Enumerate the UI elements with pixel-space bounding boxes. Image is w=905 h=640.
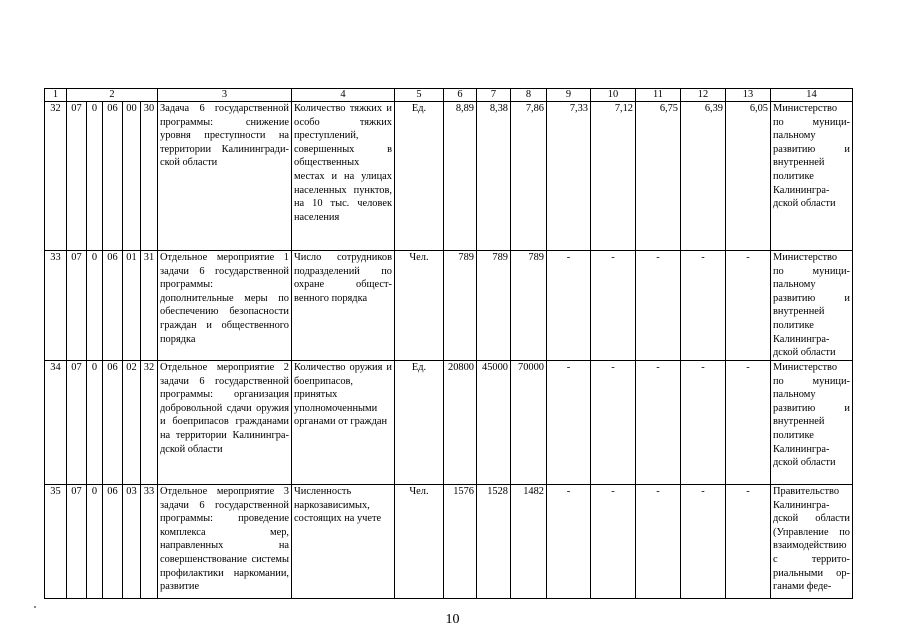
code-cell: 06 <box>103 485 123 599</box>
indicator-name: Численность наркозависимых, состоящих на учете <box>292 485 395 599</box>
header-cell: 14 <box>771 89 853 102</box>
value-cell: 7,33 <box>547 102 591 251</box>
value-cell: - <box>591 485 636 599</box>
value-cell: - <box>681 361 726 485</box>
responsible-cell: Правительство Калининградской области (Управление по взаимодействию с территориальными органами феде- <box>771 485 853 599</box>
value-cell: - <box>591 361 636 485</box>
code-cell: 0 <box>87 361 103 485</box>
value-cell: 1576 <box>444 485 477 599</box>
header-cell: 4 <box>292 89 395 102</box>
code-cell: 07 <box>67 485 87 599</box>
header-cell: 3 <box>158 89 292 102</box>
value-cell: - <box>726 361 771 485</box>
header-cell: 1 <box>45 89 67 102</box>
responsible-cell: Министерство по муниципальному развитию и внутренней политике Калининградской области <box>771 102 853 251</box>
unit-cell: Ед. <box>395 102 444 251</box>
value-cell: 8,38 <box>477 102 511 251</box>
header-cell: 7 <box>477 89 511 102</box>
row-number: 34 <box>45 361 67 485</box>
value-cell: 1482 <box>511 485 547 599</box>
value-cell: - <box>591 251 636 361</box>
header-cell: 9 <box>547 89 591 102</box>
header-cell: 11 <box>636 89 681 102</box>
code-cell: 32 <box>141 361 158 485</box>
code-cell: 00 <box>123 102 141 251</box>
value-cell: - <box>636 251 681 361</box>
code-cell: 30 <box>141 102 158 251</box>
value-cell: - <box>681 485 726 599</box>
value-cell: 789 <box>511 251 547 361</box>
header-cell: 2 <box>67 89 158 102</box>
indicator-name: Количество тяжких и особо тяжких преступлений, совершенных в общественных местах и на улицах населенных пунктов, на 10 тыс. человек населения <box>292 102 395 251</box>
scan-speck <box>34 606 36 608</box>
row-number: 35 <box>45 485 67 599</box>
code-cell: 0 <box>87 485 103 599</box>
value-cell: 70000 <box>511 361 547 485</box>
header-cell: 6 <box>444 89 477 102</box>
code-cell: 31 <box>141 251 158 361</box>
code-cell: 07 <box>67 361 87 485</box>
header-cell: 12 <box>681 89 726 102</box>
value-cell: - <box>636 485 681 599</box>
code-cell: 02 <box>123 361 141 485</box>
responsible-cell: Министерство по муниципальному развитию и внутренней политике Калининградской области <box>771 251 853 361</box>
code-cell: 06 <box>103 102 123 251</box>
header-cell: 10 <box>591 89 636 102</box>
value-cell: 789 <box>444 251 477 361</box>
value-cell: - <box>681 251 726 361</box>
task-name: Отдельное мероприятие 1 задачи 6 государственной программы: дополнительные меры по обеспечению безопасности граждан и общественного порядка <box>158 251 292 361</box>
task-name: Отдельное мероприятие 2 задачи 6 государственной программы: организация добровольной сдачи оружия и боеприпасов гражданами на территории Калининградской области <box>158 361 292 485</box>
table-row <box>45 361 853 485</box>
code-cell: 01 <box>123 251 141 361</box>
page-number: 10 <box>445 612 460 627</box>
code-cell: 0 <box>87 102 103 251</box>
value-cell: 6,05 <box>726 102 771 251</box>
value-cell: 1528 <box>477 485 511 599</box>
code-cell: 07 <box>67 102 87 251</box>
value-cell: 45000 <box>477 361 511 485</box>
task-name: Задача 6 государственной программы: снижение уровня преступности на территории Калининградиской области <box>158 102 292 251</box>
value-cell: - <box>547 251 591 361</box>
header-cell: 13 <box>726 89 771 102</box>
header-row <box>45 89 853 102</box>
value-cell: 7,12 <box>591 102 636 251</box>
value-cell: 6,75 <box>636 102 681 251</box>
code-cell: 0 <box>87 251 103 361</box>
indicator-name: Количество оружия и боеприпасов, принятых уполномоченными органами от граждан <box>292 361 395 485</box>
responsible-cell: Министерство по муниципальному развитию и внутренней политике Калининградской области <box>771 361 853 485</box>
value-cell: 7,86 <box>511 102 547 251</box>
value-cell: - <box>547 361 591 485</box>
row-number: 32 <box>45 102 67 251</box>
table-row <box>45 485 853 599</box>
code-cell: 33 <box>141 485 158 599</box>
value-cell: 789 <box>477 251 511 361</box>
unit-cell: Ед. <box>395 361 444 485</box>
code-cell: 06 <box>103 361 123 485</box>
value-cell: - <box>726 251 771 361</box>
row-number: 33 <box>45 251 67 361</box>
unit-cell: Чел. <box>395 251 444 361</box>
value-cell: 20800 <box>444 361 477 485</box>
value-cell: - <box>636 361 681 485</box>
value-cell: 8,89 <box>444 102 477 251</box>
value-cell: - <box>547 485 591 599</box>
value-cell: - <box>726 485 771 599</box>
code-cell: 06 <box>103 251 123 361</box>
header-cell: 5 <box>395 89 444 102</box>
task-name: Отдельное мероприятие 3 задачи 6 государственной программы: проведение комплекса мер, направленных на совершенствование системы профилактики наркомании, развитие <box>158 485 292 599</box>
table-row <box>45 251 853 361</box>
value-cell: 6,39 <box>681 102 726 251</box>
code-cell: 03 <box>123 485 141 599</box>
indicator-name: Число сотрудников подразделений по охране общественного порядка <box>292 251 395 361</box>
table-row <box>45 102 853 251</box>
unit-cell: Чел. <box>395 485 444 599</box>
header-cell: 8 <box>511 89 547 102</box>
indicators-table <box>44 88 853 599</box>
code-cell: 07 <box>67 251 87 361</box>
